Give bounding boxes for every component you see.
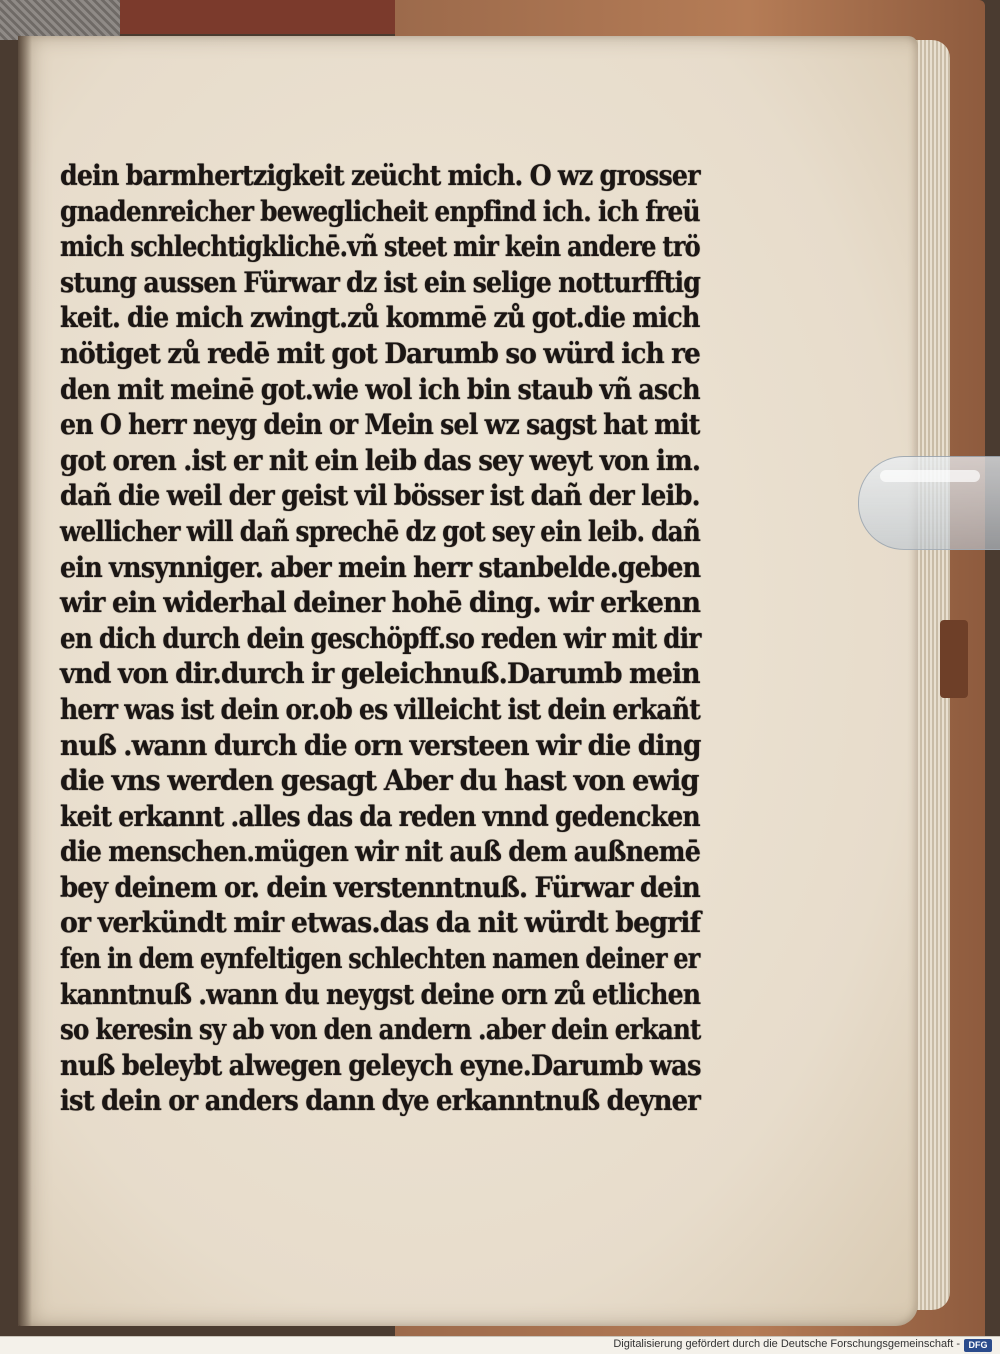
text-line: herr was ist dein or.ob es villeicht ist dein erkañt <box>60 692 700 726</box>
blackletter-text-block <box>60 158 720 1119</box>
text-line: en dich durch dein geschöpff.so reden wir mit dir <box>60 621 701 655</box>
text-line: gnadenreicher beweglicheit enpfind ich. ich freü <box>60 194 700 228</box>
text-line: ein vnsynniger. aber mein herr stanbelde.geben <box>60 550 701 584</box>
text-line: so keresin sy ab von den andern .aber dein erkant <box>60 1013 701 1047</box>
text-line: nuß .wann durch die orn versteen wir die ding <box>60 728 701 762</box>
text-line: wir ein widerhal deiner hohē ding. wir erkenn <box>60 586 701 620</box>
funding-credit: Digitalisierung gefördert durch die Deutsche Forschungsgemeinschaft - <box>613 1338 960 1350</box>
text-line: den mit meinē got.wie wol ich bin staub vñ asch <box>60 372 700 406</box>
text-line: keit erkannt .alles das da reden vnnd gedencken <box>60 799 700 833</box>
binding-cloth <box>0 0 120 40</box>
text-line: kanntnuß .wann du neygst deine orn zů etlichen <box>60 977 701 1011</box>
text-line: die vns werden gesagt Aber du hast von ewig <box>60 764 699 798</box>
glass-clip-highlight <box>880 470 980 482</box>
text-line: stung aussen Fürwar dz ist ein selige notturfftig <box>60 265 701 299</box>
text-line: dañ die weil der geist vil bösser ist dañ der leib. <box>60 479 700 513</box>
text-line: mich schlechtigklichē.vñ steet mir kein andere trö <box>60 230 700 264</box>
text-line: fen in dem eynfeltigen schlechten namen deiner er <box>60 942 700 976</box>
text-line: wellicher will dañ sprechē dz got sey ein leib. dañ <box>60 514 701 548</box>
page-gutter <box>18 36 32 1326</box>
dfg-logo: DFG <box>964 1339 992 1352</box>
text-line: bey deinem or. dein verstenntnuß. Fürwar dein <box>60 870 700 904</box>
text-line: vnd von dir.durch ir geleichnuß.Darumb mein <box>60 657 700 691</box>
leather-strap <box>940 620 968 698</box>
text-line: dein barmhertzigkeit zeücht mich. O wz grosser <box>60 159 700 192</box>
text-line: nötiget zů redē mit got Darumb so würd ich re <box>60 336 701 370</box>
book-spine <box>120 0 410 34</box>
text-line: en O herr neyg dein or Mein sel wz sagst hat mit <box>60 408 700 442</box>
text-line: nuß beleybt alwegen geleych eyne.Darumb was <box>60 1048 701 1082</box>
text-line: die menschen.mügen wir nit auß dem außnemē <box>60 835 701 869</box>
footer-bar <box>0 1336 1000 1354</box>
text-line: keit. die mich zwingt.zů kommē zů got.die mich <box>60 301 700 335</box>
text-line: got oren .ist er nit ein leib das sey weyt von im. <box>60 443 701 477</box>
text-line: ist dein or anders dann dye erkanntnuß deyner <box>60 1084 701 1118</box>
text-line: or verkündt mir etwas.das da nit würdt begrif <box>60 906 701 940</box>
